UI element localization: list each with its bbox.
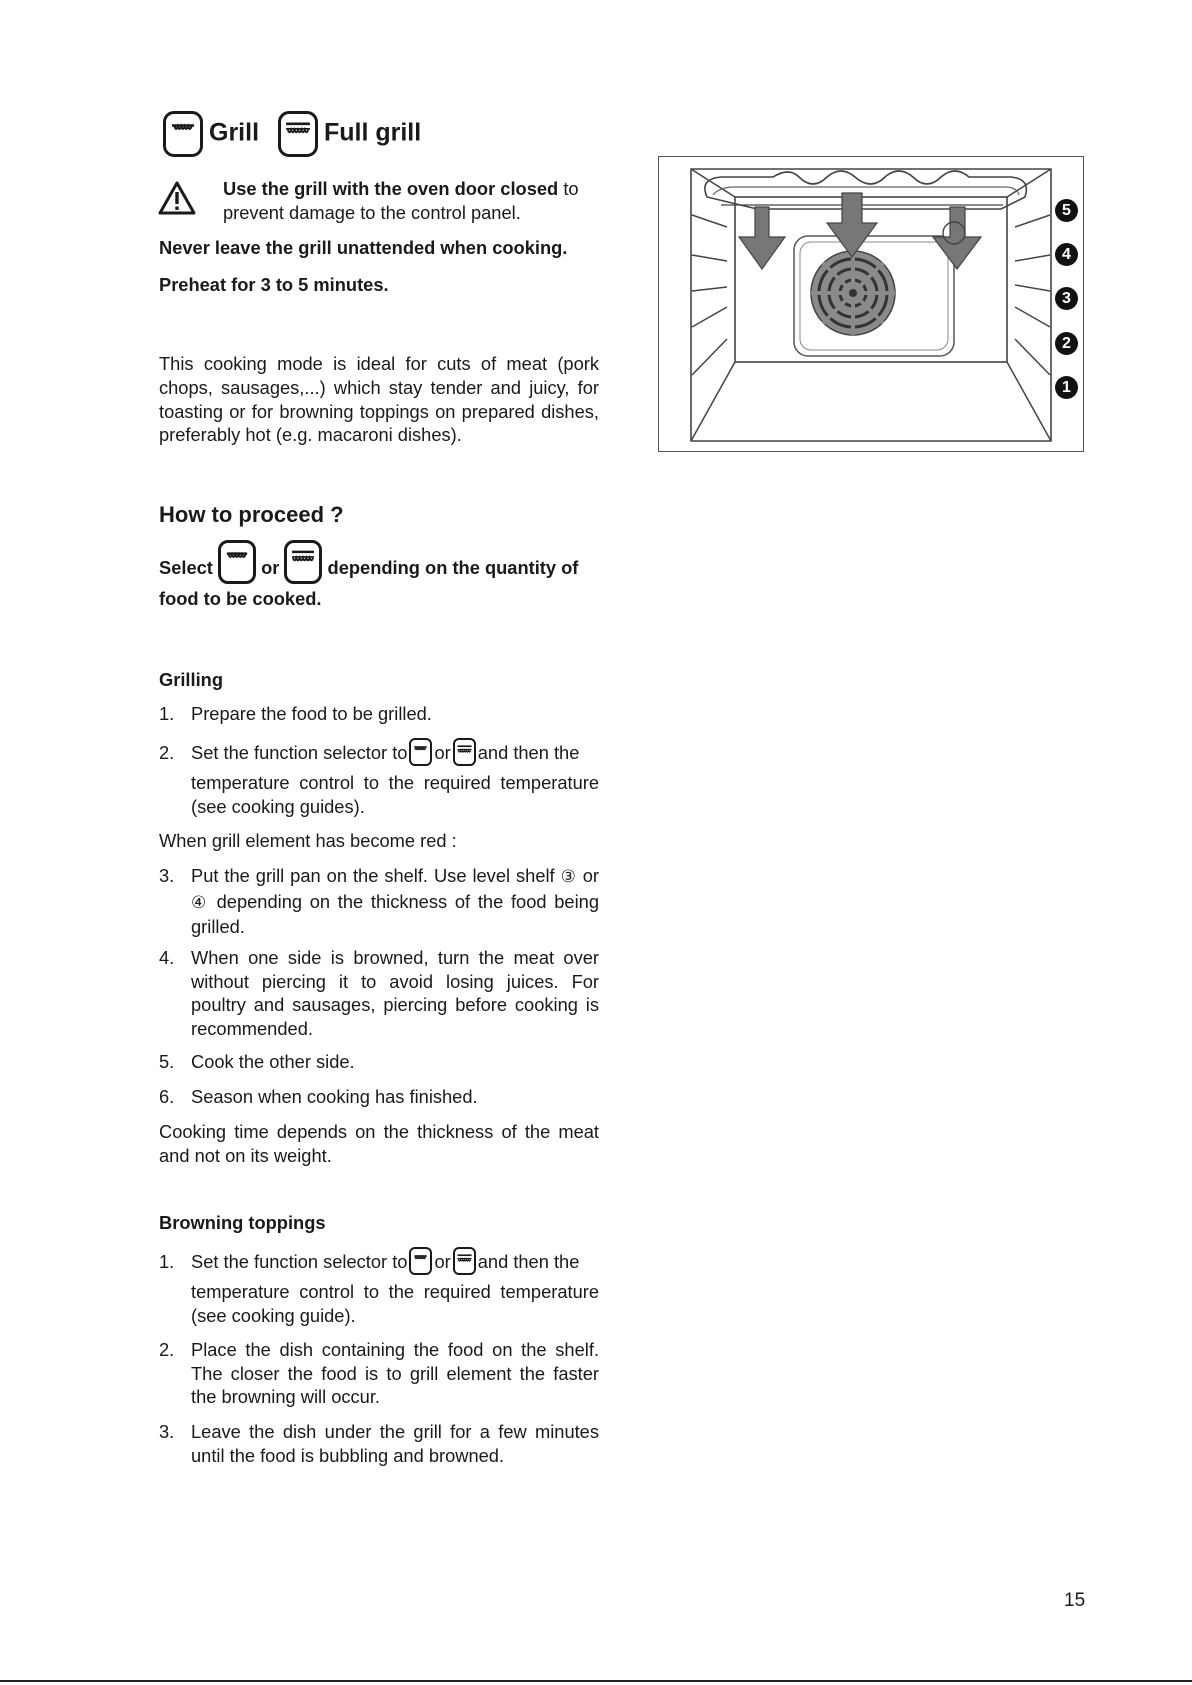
step-number: 6. — [159, 1086, 175, 1107]
browning-step-3 — [159, 1420, 599, 1467]
warning-icon — [158, 180, 196, 216]
step-number: 1. — [159, 1251, 175, 1272]
step-text-a: Put the grill pan on the shelf. Use level shelf — [191, 865, 555, 886]
cooking-time-note: Cooking time depends on the thickness of the meat and not on its weight. — [159, 1121, 599, 1166]
step-text-a: Set the function selector to — [191, 1251, 408, 1272]
step-text-c: and then the — [477, 742, 580, 763]
page-number: 15 — [1064, 1590, 1086, 1611]
warning-text-a: to — [563, 178, 579, 199]
grilling-step-2 — [159, 741, 599, 819]
full-grill-icon — [453, 738, 476, 766]
shelf-level-4-badge: 4 — [1055, 243, 1078, 266]
when-red-text: When grill element has become red : — [159, 830, 457, 851]
select-instruction — [159, 553, 599, 614]
step-number: 2. — [159, 742, 175, 763]
step-number: 1. — [159, 703, 175, 724]
browning-heading: Browning toppings — [159, 1212, 326, 1233]
step-number: 4. — [159, 947, 175, 968]
step-text: Prepare the food to be grilled. — [191, 703, 432, 724]
grill-title: Grill — [209, 118, 260, 147]
shelf-level-1-badge: 1 — [1055, 376, 1078, 399]
shelf-level-2-badge: 2 — [1055, 332, 1078, 355]
shelf-level-3-badge: 3 — [1055, 287, 1078, 310]
grilling-step-5 — [159, 1050, 599, 1074]
intro-paragraph: This cooking mode is ideal for cuts of meat (pork chops, sausages,...) which stay tender and juicy, for toasting or for browning toppings on prepared dishes, preferably hot (e.g. macaroni dishes). — [159, 353, 599, 446]
browning-step-2 — [159, 1338, 599, 1409]
step-text: Cook the other side. — [191, 1051, 355, 1072]
grilling-step-3 — [159, 864, 599, 939]
step-text: When one side is browned, turn the meat over without piercing it to avoid losing juices. For poultry and sausages, piercing before cooking is recommended. — [191, 947, 599, 1039]
grill-icon — [409, 738, 432, 766]
select-text-b: or — [261, 557, 280, 578]
step-number: 3. — [159, 865, 175, 886]
step-text: Season when cooking has finished. — [191, 1086, 478, 1107]
warning-text — [223, 177, 599, 225]
select-text-d: food to be cooked. — [159, 588, 322, 610]
bottom-rule — [0, 1680, 1192, 1682]
step-text-b: or — [434, 742, 451, 763]
warning-text-b: prevent damage to the control panel. — [223, 202, 521, 223]
step-text-d: temperature control to the required temperature (see cooking guides). — [191, 772, 599, 818]
shelf-level-3: ③ — [560, 867, 577, 887]
step-number: 5. — [159, 1051, 175, 1072]
grill-icon — [218, 540, 256, 584]
step-text-c: and then the — [477, 1251, 580, 1272]
grilling-step-6 — [159, 1085, 599, 1109]
oven-diagram — [658, 156, 1084, 452]
full-grill-title: Full grill — [323, 118, 422, 147]
grilling-heading: Grilling — [159, 669, 223, 690]
preheat-text: Preheat for 3 to 5 minutes. — [159, 274, 389, 295]
warning-bold: Use the grill with the oven door closed — [223, 178, 559, 199]
select-text-c: depending on the quantity of — [327, 557, 579, 578]
full-grill-icon — [278, 111, 318, 157]
step-text: Place the dish containing the food on the shelf. The closer the food is to grill element the faster the browning will occur. — [191, 1339, 599, 1407]
shelf-level-5-badge: 5 — [1055, 199, 1078, 222]
full-grill-icon — [284, 540, 322, 584]
grill-icon — [409, 1247, 432, 1275]
never-leave-text: Never leave the grill unattended when cooking. — [159, 237, 568, 258]
shelf-level-4: ④ — [191, 892, 209, 913]
how-to-heading: How to proceed ? — [159, 502, 344, 527]
step-text-b: or — [434, 1251, 451, 1272]
step-number: 3. — [159, 1421, 175, 1442]
step-text-b: depending on the thickness of the food being grilled. — [191, 890, 599, 937]
grill-icon — [163, 111, 203, 157]
oven-interior-illustration — [659, 157, 1085, 453]
full-grill-icon — [453, 1247, 476, 1275]
step-text-or: or — [582, 865, 599, 886]
step-text: Leave the dish under the grill for a few minutes until the food is bubbling and browned. — [191, 1421, 599, 1466]
grilling-step-4 — [159, 946, 599, 1040]
select-text-a: Select — [159, 557, 213, 578]
browning-step-1 — [159, 1250, 599, 1328]
grill-heading — [163, 111, 421, 157]
step-text-d: temperature control to the required temperature (see cooking guide). — [191, 1281, 599, 1327]
step-number: 2. — [159, 1339, 175, 1360]
step-text-a: Set the function selector to — [191, 742, 408, 763]
grilling-step-1 — [159, 702, 599, 726]
